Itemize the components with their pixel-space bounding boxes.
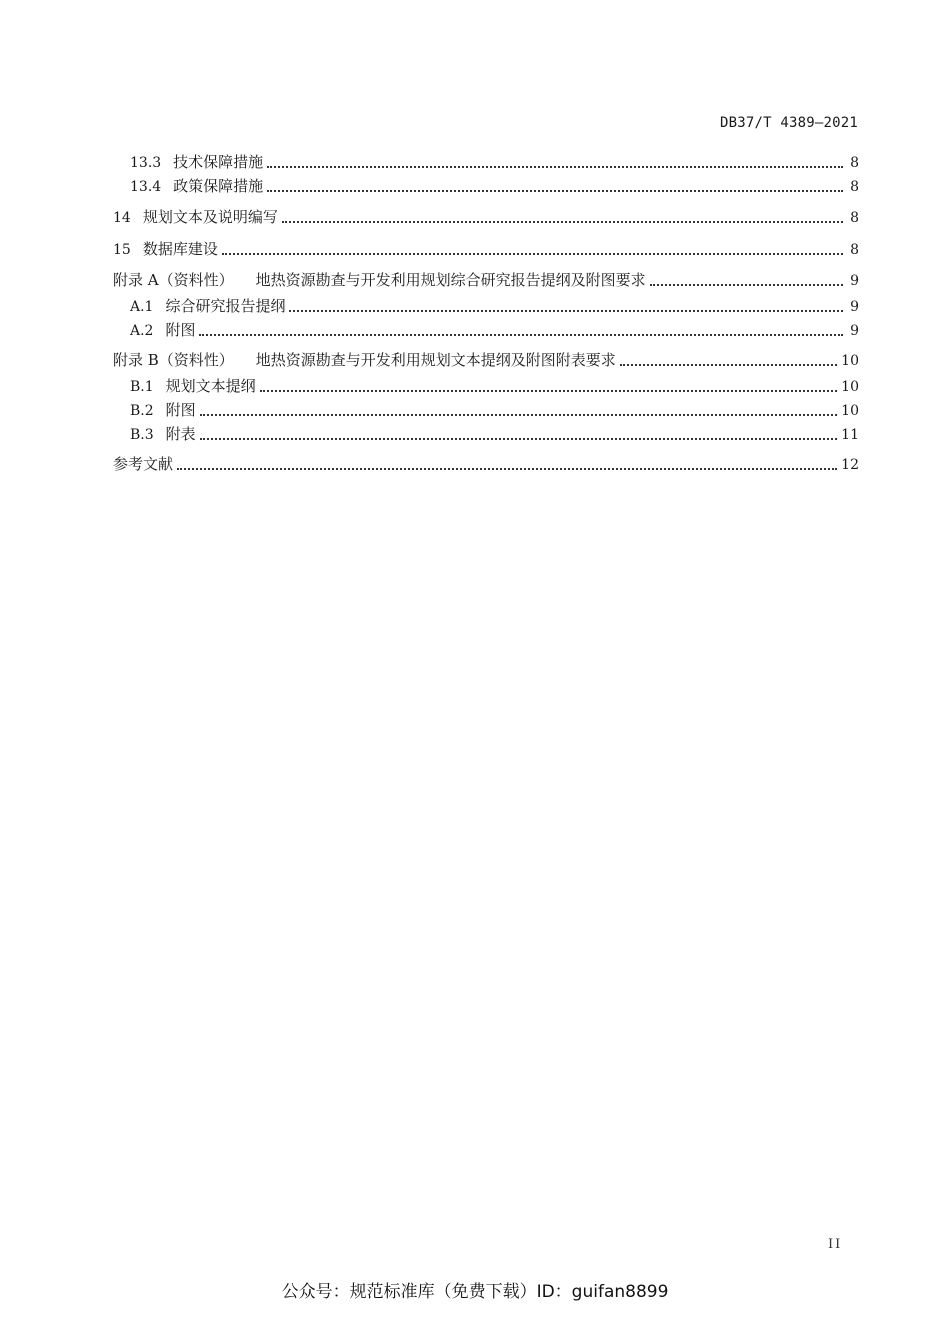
toc-leader-dots bbox=[177, 467, 837, 470]
toc-entry-title: 政策保障措施 bbox=[173, 177, 264, 195]
toc-leader-dots bbox=[267, 165, 843, 168]
toc-entry[interactable] bbox=[113, 455, 859, 474]
toc-entry-title: 综合研究报告提纲 bbox=[165, 297, 286, 315]
toc-entry[interactable] bbox=[130, 401, 859, 420]
toc-entry-page: 8 bbox=[850, 179, 859, 195]
toc-leader-dots bbox=[199, 333, 843, 336]
toc-entry[interactable] bbox=[130, 297, 859, 316]
toc-entry-number: 14 bbox=[113, 210, 131, 226]
toc-entry-page: 8 bbox=[850, 155, 859, 171]
toc-entry-page: 10 bbox=[841, 353, 859, 369]
toc-entry-number: 13.3 bbox=[130, 155, 162, 171]
toc-entry-title: 地热资源勘查与开发利用规划综合研究报告提纲及附图要求 bbox=[255, 271, 646, 289]
toc-entry[interactable] bbox=[113, 240, 859, 259]
toc-leader-dots bbox=[222, 252, 843, 255]
toc-leader-dots bbox=[282, 220, 843, 223]
toc-entry-prefix: 附录 A（资料性） bbox=[113, 271, 234, 289]
toc-entry[interactable] bbox=[113, 271, 859, 290]
toc-entry-page: 10 bbox=[841, 379, 859, 395]
toc-entry-title: 规划文本提纲 bbox=[165, 377, 256, 395]
toc-entry-prefix: 附录 B（资料性） bbox=[113, 351, 234, 369]
toc-entry[interactable] bbox=[130, 425, 859, 444]
standard-code: DB37/T 4389—2021 bbox=[719, 115, 858, 131]
toc-entry-title: 附图 bbox=[165, 321, 196, 339]
toc-entry-page: 12 bbox=[841, 457, 859, 473]
toc-entry-number: B.2 bbox=[130, 403, 154, 419]
toc-entry-number: 15 bbox=[113, 242, 131, 258]
toc-entry-page: 8 bbox=[850, 242, 859, 258]
toc-entry-title: 参考文献 bbox=[113, 455, 174, 473]
toc-leader-dots bbox=[200, 437, 838, 440]
toc-entry[interactable] bbox=[130, 177, 859, 196]
page-number: II bbox=[828, 1237, 843, 1252]
toc-entry-number: B.3 bbox=[130, 427, 154, 443]
toc-entry[interactable] bbox=[130, 377, 859, 396]
toc-entry-title: 技术保障措施 bbox=[173, 153, 264, 171]
toc-leader-dots bbox=[650, 283, 843, 286]
toc-leader-dots bbox=[200, 413, 838, 416]
toc-entry-page: 8 bbox=[850, 210, 859, 226]
toc-entry[interactable] bbox=[113, 208, 859, 227]
toc-entry-title: 附图 bbox=[165, 401, 196, 419]
toc-entry-title: 地热资源勘查与开发利用规划文本提纲及附图附表要求 bbox=[255, 351, 616, 369]
toc-entry-title: 规划文本及说明编写 bbox=[142, 208, 278, 226]
toc-leader-dots bbox=[267, 189, 843, 192]
toc-leader-dots bbox=[289, 309, 843, 312]
toc-leader-dots bbox=[260, 389, 838, 392]
toc-entry-number: B.1 bbox=[130, 379, 154, 395]
toc-entry-title: 附表 bbox=[165, 425, 196, 443]
toc-entry[interactable] bbox=[130, 153, 859, 172]
toc-entry-page: 10 bbox=[841, 403, 859, 419]
toc-entry-title: 数据库建设 bbox=[142, 240, 218, 258]
toc-entry-page: 9 bbox=[850, 273, 859, 289]
toc-entry[interactable] bbox=[113, 351, 859, 370]
toc-entry-number: 13.4 bbox=[130, 179, 162, 195]
toc-leader-dots bbox=[620, 363, 837, 366]
footer-note: 公众号：规范标准库（免费下载）ID：guifan8899 bbox=[281, 1282, 669, 1302]
toc-entry-page: 9 bbox=[850, 323, 859, 339]
toc-entry[interactable] bbox=[130, 321, 859, 340]
toc-entry-number: A.1 bbox=[130, 299, 154, 315]
toc-entry-page: 11 bbox=[841, 427, 859, 443]
toc-entry-page: 9 bbox=[850, 299, 859, 315]
toc-entry-number: A.2 bbox=[130, 323, 154, 339]
